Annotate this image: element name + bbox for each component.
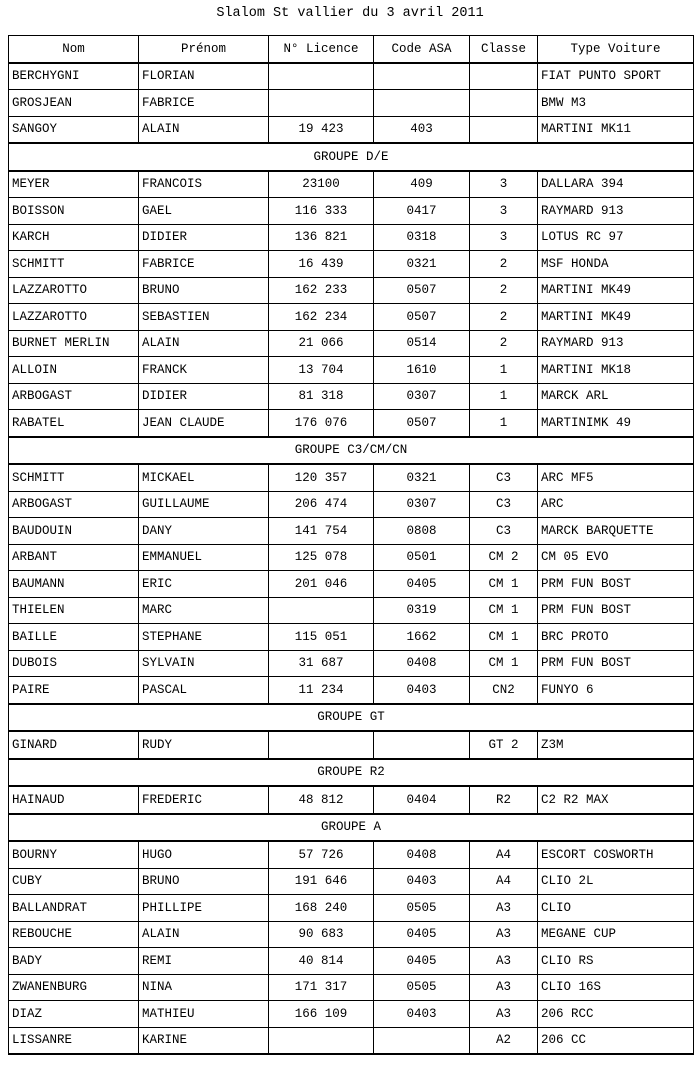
cell-code-asa: 0404 <box>374 786 470 814</box>
cell-type-voiture: C2 R2 MAX <box>538 786 694 814</box>
cell-nom: BALLANDRAT <box>9 895 139 922</box>
cell-classe: GT 2 <box>470 731 538 759</box>
table-row <box>9 841 694 868</box>
cell-type-voiture: ESCORT COSWORTH <box>538 841 694 868</box>
table-row <box>9 116 694 143</box>
cell-type-voiture: 206 CC <box>538 1027 694 1054</box>
cell-type-voiture: MARCK BARQUETTE <box>538 518 694 545</box>
cell-classe: A3 <box>470 895 538 922</box>
cell-type-voiture: PRM FUN BOST <box>538 597 694 624</box>
cell-code-asa <box>374 731 470 759</box>
cell-prenom: JEAN CLAUDE <box>139 410 269 437</box>
cell-classe: 2 <box>470 251 538 278</box>
cell-code-asa: 0307 <box>374 383 470 410</box>
cell-nom: BAUMANN <box>9 571 139 598</box>
cell-licence: 120 357 <box>269 464 374 491</box>
cell-type-voiture: PRM FUN BOST <box>538 571 694 598</box>
table-row <box>9 171 694 198</box>
cell-type-voiture: MARCK ARL <box>538 383 694 410</box>
cell-classe: 1 <box>470 410 538 437</box>
cell-licence: 48 812 <box>269 786 374 814</box>
cell-type-voiture: CM 05 EVO <box>538 544 694 571</box>
group-header-row <box>9 143 694 171</box>
cell-nom: HAINAUD <box>9 786 139 814</box>
cell-licence: 116 333 <box>269 198 374 225</box>
cell-nom: BOISSON <box>9 198 139 225</box>
cell-code-asa: 0408 <box>374 650 470 677</box>
cell-type-voiture: CLIO 2L <box>538 868 694 895</box>
cell-code-asa: 1610 <box>374 357 470 384</box>
cell-licence: 191 646 <box>269 868 374 895</box>
cell-code-asa: 0408 <box>374 841 470 868</box>
cell-type-voiture: ARC <box>538 491 694 518</box>
cell-code-asa <box>374 90 470 117</box>
cell-licence <box>269 1027 374 1054</box>
cell-code-asa: 0403 <box>374 868 470 895</box>
cell-code-asa: 0405 <box>374 571 470 598</box>
cell-classe: 1 <box>470 357 538 384</box>
cell-type-voiture: MARTINI MK18 <box>538 357 694 384</box>
table-body <box>9 63 694 1055</box>
cell-type-voiture: MARTINI MK49 <box>538 277 694 304</box>
cell-licence: 162 233 <box>269 277 374 304</box>
cell-code-asa: 403 <box>374 116 470 143</box>
cell-prenom: FRANCOIS <box>139 171 269 198</box>
cell-classe: 2 <box>470 304 538 331</box>
cell-nom: DIAZ <box>9 1001 139 1028</box>
cell-classe: A4 <box>470 841 538 868</box>
cell-nom: RABATEL <box>9 410 139 437</box>
cell-licence: 40 814 <box>269 948 374 975</box>
table-row <box>9 330 694 357</box>
cell-classe <box>470 116 538 143</box>
cell-nom: LAZZAROTTO <box>9 304 139 331</box>
cell-code-asa: 0507 <box>374 304 470 331</box>
cell-type-voiture: FUNYO 6 <box>538 677 694 704</box>
cell-nom: BERCHYGNI <box>9 63 139 90</box>
cell-nom: MEYER <box>9 171 139 198</box>
cell-prenom: PASCAL <box>139 677 269 704</box>
table-row <box>9 410 694 437</box>
cell-classe: A3 <box>470 974 538 1001</box>
group-label: GROUPE R2 <box>9 759 694 787</box>
table-row <box>9 198 694 225</box>
table-row <box>9 277 694 304</box>
cell-prenom: FABRICE <box>139 90 269 117</box>
table-row <box>9 948 694 975</box>
cell-classe: C3 <box>470 491 538 518</box>
cell-prenom: ALAIN <box>139 921 269 948</box>
cell-prenom: STEPHANE <box>139 624 269 651</box>
cell-code-asa: 0319 <box>374 597 470 624</box>
cell-prenom: GUILLAUME <box>139 491 269 518</box>
cell-prenom: REMI <box>139 948 269 975</box>
cell-nom: BAILLE <box>9 624 139 651</box>
cell-licence: 168 240 <box>269 895 374 922</box>
cell-code-asa: 0405 <box>374 948 470 975</box>
cell-type-voiture: 206 RCC <box>538 1001 694 1028</box>
cell-nom: SANGOY <box>9 116 139 143</box>
cell-nom: KARCH <box>9 224 139 251</box>
cell-prenom: DIDIER <box>139 224 269 251</box>
cell-prenom: SYLVAIN <box>139 650 269 677</box>
table-row <box>9 251 694 278</box>
cell-type-voiture: MARTINIMK 49 <box>538 410 694 437</box>
table-row <box>9 974 694 1001</box>
cell-prenom: KARINE <box>139 1027 269 1054</box>
cell-classe: A3 <box>470 921 538 948</box>
cell-code-asa: 0405 <box>374 921 470 948</box>
cell-prenom: FREDERIC <box>139 786 269 814</box>
cell-code-asa: 0403 <box>374 677 470 704</box>
cell-licence: 136 821 <box>269 224 374 251</box>
table-row <box>9 921 694 948</box>
cell-prenom: ALAIN <box>139 330 269 357</box>
cell-classe: 2 <box>470 330 538 357</box>
cell-type-voiture: MEGANE CUP <box>538 921 694 948</box>
cell-prenom: NINA <box>139 974 269 1001</box>
cell-classe: CM 1 <box>470 597 538 624</box>
cell-licence: 11 234 <box>269 677 374 704</box>
cell-classe <box>470 63 538 90</box>
table-row <box>9 383 694 410</box>
cell-licence: 115 051 <box>269 624 374 651</box>
table-row <box>9 786 694 814</box>
cell-nom: GROSJEAN <box>9 90 139 117</box>
cell-type-voiture: LOTUS RC 97 <box>538 224 694 251</box>
group-header-row <box>9 759 694 787</box>
cell-code-asa: 0307 <box>374 491 470 518</box>
cell-code-asa: 0321 <box>374 251 470 278</box>
cell-classe: C3 <box>470 518 538 545</box>
cell-code-asa: 0507 <box>374 277 470 304</box>
table-row <box>9 650 694 677</box>
cell-licence: 13 704 <box>269 357 374 384</box>
column-header-classe: Classe <box>470 36 538 63</box>
cell-type-voiture: BRC PROTO <box>538 624 694 651</box>
cell-nom: GINARD <box>9 731 139 759</box>
table-row <box>9 624 694 651</box>
cell-prenom: DANY <box>139 518 269 545</box>
cell-prenom: DIDIER <box>139 383 269 410</box>
table-row <box>9 677 694 704</box>
cell-classe: 1 <box>470 383 538 410</box>
cell-prenom: SEBASTIEN <box>139 304 269 331</box>
cell-classe: 3 <box>470 224 538 251</box>
cell-nom: ARBOGAST <box>9 491 139 518</box>
table-row <box>9 63 694 90</box>
cell-classe: CM 1 <box>470 624 538 651</box>
cell-code-asa: 0507 <box>374 410 470 437</box>
cell-prenom: RUDY <box>139 731 269 759</box>
group-header-row <box>9 437 694 465</box>
cell-licence: 201 046 <box>269 571 374 598</box>
table-row <box>9 518 694 545</box>
cell-nom: LAZZAROTTO <box>9 277 139 304</box>
cell-licence: 57 726 <box>269 841 374 868</box>
cell-classe <box>470 90 538 117</box>
cell-code-asa <box>374 1027 470 1054</box>
cell-classe: CM 1 <box>470 650 538 677</box>
cell-code-asa: 0505 <box>374 895 470 922</box>
table-row <box>9 357 694 384</box>
column-header-type-voiture: Type Voiture <box>538 36 694 63</box>
cell-code-asa: 0417 <box>374 198 470 225</box>
cell-licence: 23100 <box>269 171 374 198</box>
cell-type-voiture: PRM FUN BOST <box>538 650 694 677</box>
cell-code-asa: 0505 <box>374 974 470 1001</box>
table-row <box>9 90 694 117</box>
cell-licence <box>269 731 374 759</box>
cell-prenom: BRUNO <box>139 868 269 895</box>
cell-licence: 19 423 <box>269 116 374 143</box>
cell-nom: REBOUCHE <box>9 921 139 948</box>
cell-nom: ARBOGAST <box>9 383 139 410</box>
cell-type-voiture: Z3M <box>538 731 694 759</box>
group-label: GROUPE A <box>9 814 694 842</box>
table-row <box>9 868 694 895</box>
cell-nom: ZWANENBURG <box>9 974 139 1001</box>
cell-classe: A3 <box>470 1001 538 1028</box>
cell-licence: 31 687 <box>269 650 374 677</box>
cell-classe: CM 2 <box>470 544 538 571</box>
cell-prenom: MARC <box>139 597 269 624</box>
cell-code-asa: 0403 <box>374 1001 470 1028</box>
cell-nom: BAUDOUIN <box>9 518 139 545</box>
cell-type-voiture: MSF HONDA <box>538 251 694 278</box>
cell-prenom: BRUNO <box>139 277 269 304</box>
table-row <box>9 895 694 922</box>
cell-prenom: FLORIAN <box>139 63 269 90</box>
table-row <box>9 1027 694 1054</box>
cell-licence <box>269 90 374 117</box>
table-row <box>9 731 694 759</box>
cell-classe: A3 <box>470 948 538 975</box>
table-row <box>9 571 694 598</box>
cell-type-voiture: MARTINI MK11 <box>538 116 694 143</box>
cell-classe: 3 <box>470 198 538 225</box>
table-row <box>9 544 694 571</box>
table-row <box>9 491 694 518</box>
cell-nom: PAIRE <box>9 677 139 704</box>
page-title: Slalom St vallier du 3 avril 2011 <box>216 6 484 21</box>
column-header-licence: N° Licence <box>269 36 374 63</box>
cell-code-asa: 1662 <box>374 624 470 651</box>
cell-type-voiture: MARTINI MK49 <box>538 304 694 331</box>
cell-classe: A4 <box>470 868 538 895</box>
cell-nom: BADY <box>9 948 139 975</box>
cell-code-asa: 0514 <box>374 330 470 357</box>
column-header-prenom: Prénom <box>139 36 269 63</box>
cell-type-voiture: CLIO 16S <box>538 974 694 1001</box>
cell-licence <box>269 63 374 90</box>
cell-prenom: EMMANUEL <box>139 544 269 571</box>
table-row <box>9 597 694 624</box>
cell-licence <box>269 597 374 624</box>
cell-prenom: ALAIN <box>139 116 269 143</box>
cell-licence: 125 078 <box>269 544 374 571</box>
cell-nom: CUBY <box>9 868 139 895</box>
cell-licence: 141 754 <box>269 518 374 545</box>
table-row <box>9 224 694 251</box>
cell-nom: LISSANRE <box>9 1027 139 1054</box>
cell-licence: 21 066 <box>269 330 374 357</box>
table-row <box>9 304 694 331</box>
cell-nom: SCHMITT <box>9 464 139 491</box>
group-label: GROUPE GT <box>9 704 694 732</box>
cell-type-voiture: RAYMARD 913 <box>538 198 694 225</box>
cell-prenom: HUGO <box>139 841 269 868</box>
group-header-row <box>9 814 694 842</box>
cell-type-voiture: RAYMARD 913 <box>538 330 694 357</box>
cell-prenom: MICKAEL <box>139 464 269 491</box>
cell-prenom: MATHIEU <box>139 1001 269 1028</box>
cell-nom: DUBOIS <box>9 650 139 677</box>
cell-nom: BOURNY <box>9 841 139 868</box>
cell-nom: ARBANT <box>9 544 139 571</box>
cell-type-voiture: ARC MF5 <box>538 464 694 491</box>
column-header-code-asa: Code ASA <box>374 36 470 63</box>
cell-nom: SCHMITT <box>9 251 139 278</box>
cell-classe: 2 <box>470 277 538 304</box>
cell-type-voiture: BMW M3 <box>538 90 694 117</box>
cell-prenom: FRANCK <box>139 357 269 384</box>
group-label: GROUPE C3/CM/CN <box>9 437 694 465</box>
entry-list-table <box>8 35 694 1055</box>
cell-licence: 16 439 <box>269 251 374 278</box>
cell-type-voiture: DALLARA 394 <box>538 171 694 198</box>
table-row <box>9 464 694 491</box>
group-header-row <box>9 704 694 732</box>
cell-nom: THIELEN <box>9 597 139 624</box>
cell-prenom: GAEL <box>139 198 269 225</box>
cell-licence: 166 109 <box>269 1001 374 1028</box>
cell-licence: 206 474 <box>269 491 374 518</box>
cell-licence: 176 076 <box>269 410 374 437</box>
cell-licence: 171 317 <box>269 974 374 1001</box>
cell-type-voiture: CLIO <box>538 895 694 922</box>
cell-code-asa: 0808 <box>374 518 470 545</box>
cell-licence: 90 683 <box>269 921 374 948</box>
table-row <box>9 1001 694 1028</box>
cell-prenom: ERIC <box>139 571 269 598</box>
cell-classe: CM 1 <box>470 571 538 598</box>
cell-code-asa: 0321 <box>374 464 470 491</box>
cell-classe: A2 <box>470 1027 538 1054</box>
cell-classe: R2 <box>470 786 538 814</box>
cell-code-asa: 409 <box>374 171 470 198</box>
cell-nom: BURNET MERLIN <box>9 330 139 357</box>
cell-code-asa <box>374 63 470 90</box>
cell-classe: CN2 <box>470 677 538 704</box>
cell-prenom: PHILLIPE <box>139 895 269 922</box>
cell-classe: 3 <box>470 171 538 198</box>
cell-nom: ALLOIN <box>9 357 139 384</box>
cell-licence: 162 234 <box>269 304 374 331</box>
cell-prenom: FABRICE <box>139 251 269 278</box>
cell-type-voiture: CLIO RS <box>538 948 694 975</box>
cell-licence: 81 318 <box>269 383 374 410</box>
column-header-nom: Nom <box>9 36 139 63</box>
cell-classe: C3 <box>470 464 538 491</box>
group-label: GROUPE D/E <box>9 143 694 171</box>
table-header-row <box>9 36 694 63</box>
cell-type-voiture: FIAT PUNTO SPORT <box>538 63 694 90</box>
cell-code-asa: 0501 <box>374 544 470 571</box>
cell-code-asa: 0318 <box>374 224 470 251</box>
